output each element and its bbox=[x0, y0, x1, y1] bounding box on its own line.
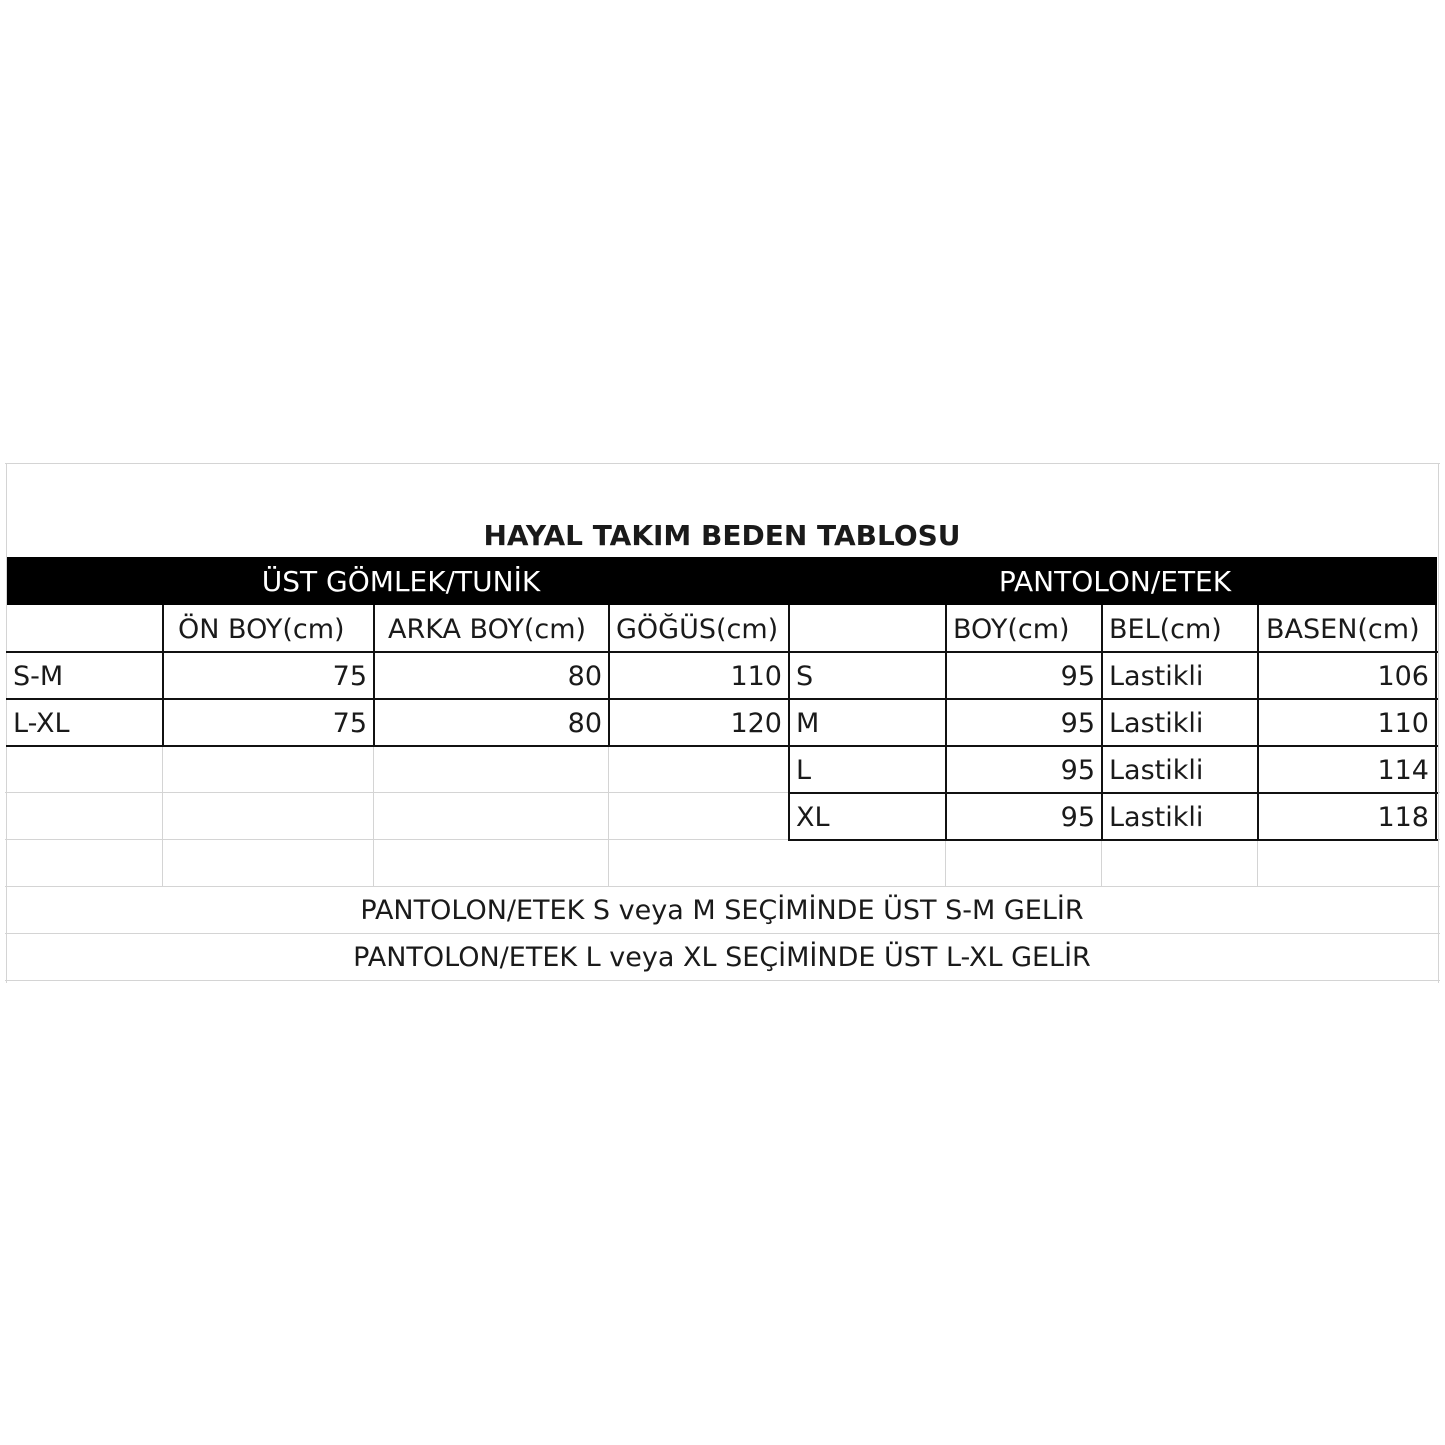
grid-line bbox=[945, 839, 946, 887]
top-gogus-value: 110 bbox=[730, 661, 782, 692]
bottom-size-label: M bbox=[796, 708, 820, 739]
table-border bbox=[788, 605, 790, 841]
note-line: PANTOLON/ETEK S veya M SEÇİMİNDE ÜST S-M GELİR bbox=[360, 895, 1084, 926]
bottom-boy-value: 95 bbox=[1060, 802, 1095, 833]
bottom-boy-value: 95 bbox=[1060, 755, 1095, 786]
bottom-bel-value: Lastikli bbox=[1109, 755, 1204, 786]
bottom-basen-value: 118 bbox=[1377, 802, 1429, 833]
section-top-label: ÜST GÖMLEK/TUNİK bbox=[261, 565, 541, 598]
header-arka-boy: ARKA BOY(cm) bbox=[388, 614, 587, 645]
grid-line bbox=[373, 745, 374, 887]
top-size-label: L-XL bbox=[13, 708, 70, 739]
bottom-size-label: S bbox=[796, 661, 814, 692]
top-gogus-value: 120 bbox=[730, 708, 782, 739]
top-on-boy-value: 75 bbox=[332, 661, 367, 692]
grid-line bbox=[162, 745, 163, 887]
table-border bbox=[1101, 605, 1103, 841]
top-size-label: S-M bbox=[13, 661, 64, 692]
header-gogus: GÖĞÜS(cm) bbox=[616, 614, 779, 645]
chart-title: HAYAL TAKIM BEDEN TABLOSU bbox=[483, 519, 961, 552]
top-arka-boy-value: 80 bbox=[567, 661, 602, 692]
bottom-basen-value: 106 bbox=[1377, 661, 1429, 692]
grid-line bbox=[5, 463, 1440, 464]
grid-line bbox=[1257, 839, 1258, 887]
table-border bbox=[1435, 605, 1437, 841]
header-basen: BASEN(cm) bbox=[1266, 614, 1420, 645]
bottom-bel-value: Lastikli bbox=[1109, 802, 1204, 833]
bottom-basen-value: 110 bbox=[1377, 708, 1429, 739]
bottom-boy-value: 95 bbox=[1060, 708, 1095, 739]
bottom-basen-value: 114 bbox=[1377, 755, 1429, 786]
bottom-bel-value: Lastikli bbox=[1109, 661, 1204, 692]
grid-line bbox=[1101, 839, 1102, 887]
bottom-size-label: XL bbox=[796, 802, 830, 833]
note-line: PANTOLON/ETEK L veya XL SEÇİMİNDE ÜST L-XL GELİR bbox=[353, 942, 1091, 973]
section-bottom-label: PANTOLON/ETEK bbox=[998, 565, 1232, 598]
header-bel: BEL(cm) bbox=[1109, 614, 1222, 645]
header-on-boy: ÖN BOY(cm) bbox=[178, 614, 345, 645]
grid-line bbox=[608, 745, 609, 887]
grid-line bbox=[5, 886, 1440, 887]
top-on-boy-value: 75 bbox=[332, 708, 367, 739]
bottom-boy-value: 95 bbox=[1060, 661, 1095, 692]
bottom-bel-value: Lastikli bbox=[1109, 708, 1204, 739]
top-arka-boy-value: 80 bbox=[567, 708, 602, 739]
header-boy: BOY(cm) bbox=[953, 614, 1070, 645]
grid-line bbox=[1438, 463, 1439, 983]
bottom-size-label: L bbox=[796, 755, 812, 786]
